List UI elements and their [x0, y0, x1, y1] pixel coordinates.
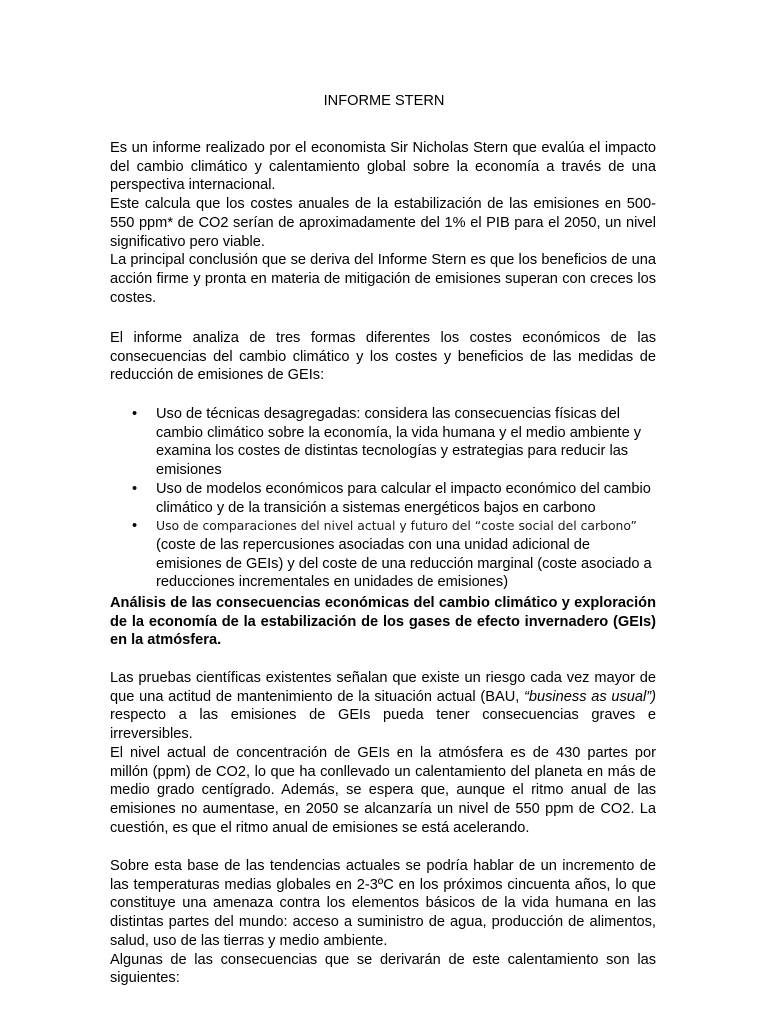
evidence-section — [110, 669, 656, 744]
intro-paragraph-1: Es un informe realizado por el economista Sir Nicholas Stern que evalúa el impacto del cambio climático y calentamiento global sobre la economía a través de una perspectiva internacional. — [110, 140, 656, 194]
list-item — [110, 480, 656, 517]
bullet-icon: • — [132, 406, 138, 422]
evidence-paragraph — [110, 669, 656, 744]
bullet-icon: • — [132, 518, 138, 535]
concentration-paragraph: El nivel actual de concentración de GEIs en la atmósfera es de 430 partes por millón (ppm) de CO2, lo que ha conllevado un calentamiento del planeta en más de medio grado centígrado. Además, se espera que, aunque el ritmo anual de las emisiones no aumentase, en 2050 se alcanzaría un nivel de 550 ppm de CO2. La cuestión, es que el ritmo anual de emisiones se está acelerando. — [110, 745, 656, 836]
list-item-lead-text: Uso de comparaciones del nivel actual y futuro del “coste social del carbono” — [156, 518, 637, 534]
list-item — [110, 405, 656, 480]
evidence-text-after: respecto a las emisiones de GEIs pueda tener consecuencias graves e irreversibles. — [110, 707, 656, 743]
concentration-section — [110, 744, 656, 838]
list-item-text: Uso de modelos económicos para calcular el impacto económico del cambio climático y de la transición a sistemas energéticos bajos en carbono — [156, 480, 651, 516]
intro-paragraph-2: Este calcula que los costes anuales de la estabilización de las emisiones en 500-550 ppm* de CO2 serían de aproximadamente del 1% el PIB para el 2050, un nivel significativo pero viable. — [110, 196, 656, 250]
section-heading — [110, 594, 656, 650]
bullet-icon: • — [132, 480, 138, 497]
analysis-intro-paragraph: El informe analiza de tres formas diferentes los costes económicos de las consecuencias del cambio climático y los costes y beneficios de las medidas de reducción de emisiones de GEIs: — [110, 330, 656, 384]
methods-list — [110, 405, 656, 592]
evidence-text-before: Las pruebas científicas existentes señalan que existe un riesgo cada vez mayor de que una actitud de mantenimiento de la situación actual (BAU, — [110, 670, 656, 705]
trends-section — [110, 857, 656, 988]
section-heading-text: Análisis de las consecuencias económicas del cambio climático y exploración de la economía de la estabilización de los gases de efecto invernadero (GEIs) en la atmósfera. — [110, 595, 656, 649]
document-title: INFORME STERN — [323, 93, 445, 109]
intro-section — [110, 139, 656, 307]
list-item-text: (coste de las repercusiones asociadas con una unidad adicional de emisiones de GEIs) y del coste de una reducción marginal (coste asociado a reducciones incrementales en unidades de emisiones) — [156, 536, 652, 591]
trends-paragraph-1: Sobre esta base de las tendencias actuales se podría hablar de un incremento de las temperaturas medias globales en 2-3ºC en los próximos cincuenta años, lo que constituye una amenaza contra los elementos básicos de la vida humana en las distintas partes del mundo: acceso a suministro de agua, producción de alimentos, salud, uso de las tierras y medio ambiente. — [110, 858, 656, 949]
intro-paragraph-3: La principal conclusión que se deriva del Informe Stern es que los beneficios de una acción firme y pronta en materia de mitigación de emisiones superan con creces los costes. — [110, 252, 656, 306]
evidence-text-italic: “business as usual”) — [524, 688, 656, 705]
list-item-text: Uso de técnicas desagregadas: considera las consecuencias físicas del cambio climático sobre la economía, la vida humana y el medio ambiente y examina los costes de distintas tecnologías y estrategias para reducir las emisiones — [156, 406, 642, 479]
list-item — [110, 517, 656, 592]
trends-paragraph-2: Algunas de las consecuencias que se derivarán de este calentamiento son las siguientes: — [110, 951, 656, 987]
analysis-intro-section — [110, 329, 656, 385]
